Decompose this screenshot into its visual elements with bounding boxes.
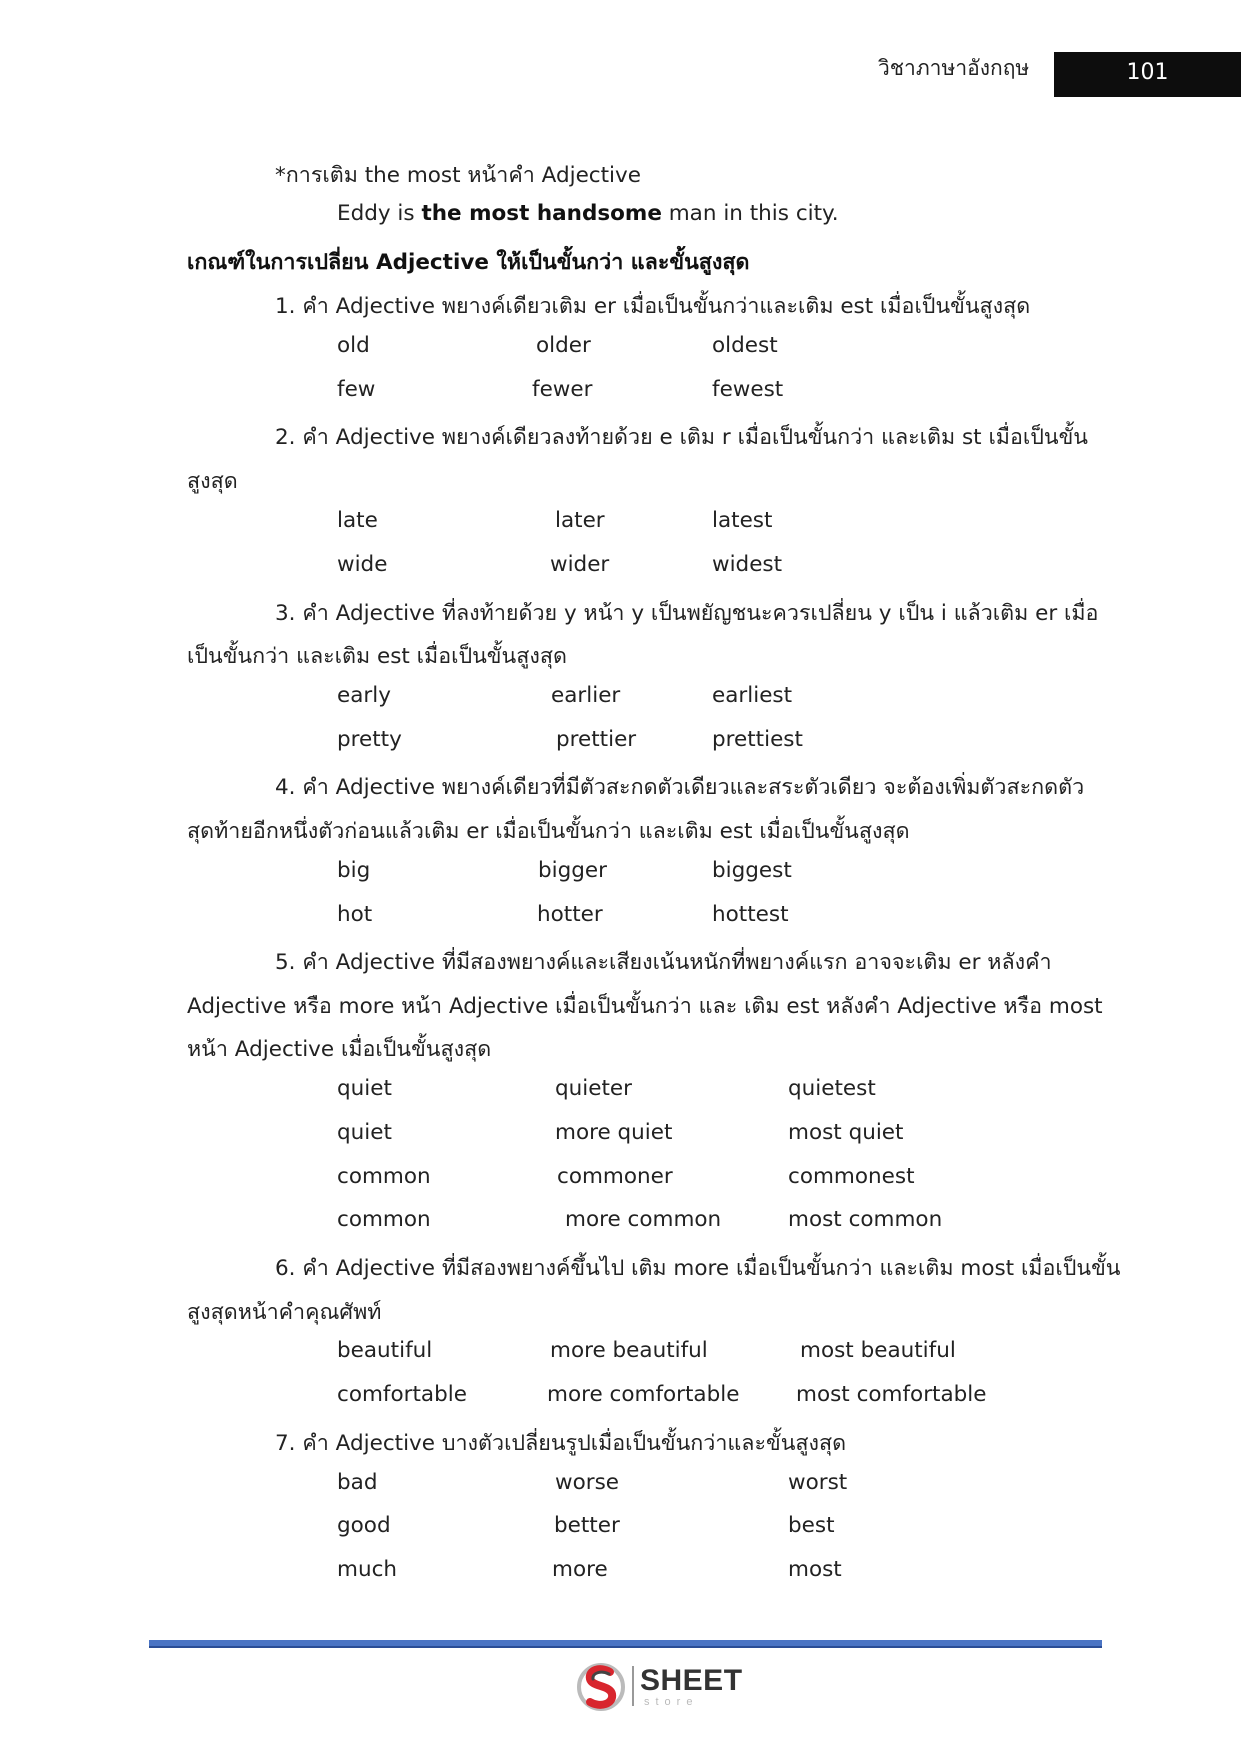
logo-divider xyxy=(632,1666,634,1706)
word-base: early xyxy=(337,683,391,708)
word-base: old xyxy=(337,333,370,358)
word-superlative: most quiet xyxy=(788,1120,904,1145)
sheet-logo-icon xyxy=(576,1660,626,1714)
word-comparative: later xyxy=(555,508,605,533)
word-base: pretty xyxy=(337,727,402,752)
word-base: bad xyxy=(337,1470,378,1495)
word-comparative: hotter xyxy=(537,902,603,927)
example-pre: Eddy is xyxy=(337,201,422,226)
word-comparative: more quiet xyxy=(555,1120,673,1145)
word-base: much xyxy=(337,1557,398,1582)
word-comparative: commoner xyxy=(557,1164,673,1189)
rule-6-line-1: 6. คำ Adjective ที่มีสองพยางค์ขึ้นไป เติม more เมื่อเป็นขั้นกว่า และเติม most เมื่อเป็นขั้น xyxy=(275,1256,1121,1281)
rule-4-line-1: 4. คำ Adjective พยางค์เดียวที่มีตัวสะกดตัวเดียวและสระตัวเดียว จะต้องเพิ่มตัวสะกดตัว xyxy=(275,775,1085,800)
logo-word: SHEET xyxy=(640,1664,743,1697)
word-superlative: most beautiful xyxy=(800,1338,956,1363)
word-base: beautiful xyxy=(337,1338,433,1363)
rule-4-line-2: สุดท้ายอีกหนึ่งตัวก่อนแล้วเติม er เมื่อเป็นขั้นกว่า และเติม est เมื่อเป็นขั้นสูงสุด xyxy=(187,819,910,844)
word-comparative: earlier xyxy=(551,683,621,708)
rule-5-line-1: 5. คำ Adjective ที่มีสองพยางค์และเสียงเน้นหนักที่พยางค์แรก อาจจะเติม er หลังคำ xyxy=(275,950,1052,975)
word-base: quiet xyxy=(337,1120,392,1145)
word-comparative: wider xyxy=(550,552,610,577)
word-superlative: most comfortable xyxy=(796,1382,987,1407)
page-number: 101 xyxy=(1126,60,1169,85)
word-comparative: worse xyxy=(555,1470,620,1495)
word-comparative: more common xyxy=(565,1207,722,1232)
rule-7-line-1: 7. คำ Adjective บางตัวเปลี่ยนรูปเมื่อเป็นขั้นกว่าและขั้นสูงสุด xyxy=(275,1431,847,1456)
word-base: few xyxy=(337,377,376,402)
logo-subword: store xyxy=(644,1696,699,1708)
word-base: good xyxy=(337,1513,391,1538)
rule-3-line-2: เป็นขั้นกว่า และเติม est เมื่อเป็นขั้นสูงสุด xyxy=(187,644,567,669)
word-superlative: most common xyxy=(788,1207,943,1232)
word-comparative: prettier xyxy=(556,727,637,752)
footer-rule xyxy=(149,1640,1102,1648)
word-comparative: older xyxy=(536,333,591,358)
intro-example xyxy=(337,201,839,226)
word-base: wide xyxy=(337,552,388,577)
rule-5-line-2: Adjective หรือ more หน้า Adjective เมื่อเป็นขั้นกว่า และ เติม est หลังคำ Adjective หรือ most xyxy=(187,994,1103,1019)
word-base: common xyxy=(337,1207,431,1232)
section-heading: เกณฑ์ในการเปลี่ยน Adjective ให้เป็นขั้นกว่า และขั้นสูงสุด xyxy=(187,250,750,275)
rule-6-line-2: สูงสุดหน้าคำคุณศัพท์ xyxy=(187,1300,382,1325)
rule-3-line-1: 3. คำ Adjective ที่ลงท้ายด้วย y หน้า y เป็นพยัญชนะควรเปลี่ยน y เป็น i แล้วเติม er เมื่อ xyxy=(275,601,1099,626)
word-base: quiet xyxy=(337,1076,392,1101)
word-base: common xyxy=(337,1164,431,1189)
word-superlative: most xyxy=(788,1557,842,1582)
example-bold: the most handsome xyxy=(421,201,662,226)
word-comparative: quieter xyxy=(555,1076,632,1101)
intro-note: *การเติม the most หน้าคำ Adjective xyxy=(275,163,641,188)
word-superlative: fewest xyxy=(712,377,784,402)
word-comparative: bigger xyxy=(538,858,607,883)
word-base: big xyxy=(337,858,371,883)
word-comparative: more xyxy=(552,1557,608,1582)
rule-1-line-1: 1. คำ Adjective พยางค์เดียวเติม er เมื่อเป็นขั้นกว่าและเติม est เมื่อเป็นขั้นสูงสุด xyxy=(275,294,1031,319)
word-superlative: oldest xyxy=(712,333,778,358)
word-superlative: biggest xyxy=(712,858,792,883)
word-superlative: worst xyxy=(788,1470,848,1495)
word-superlative: earliest xyxy=(712,683,793,708)
word-comparative: more comfortable xyxy=(547,1382,740,1407)
rule-2-line-2: สูงสุด xyxy=(187,469,238,494)
word-comparative: better xyxy=(554,1513,620,1538)
word-superlative: prettiest xyxy=(712,727,803,752)
word-superlative: quietest xyxy=(788,1076,876,1101)
word-comparative: more beautiful xyxy=(550,1338,708,1363)
word-base: comfortable xyxy=(337,1382,467,1407)
sheet-store-logo xyxy=(576,1660,746,1714)
word-comparative: fewer xyxy=(532,377,593,402)
example-post: man in this city. xyxy=(661,201,839,226)
header-subject: วิชาภาษาอังกฤษ xyxy=(878,56,1030,80)
page-number-box xyxy=(1054,52,1241,97)
rule-5-line-3: หน้า Adjective เมื่อเป็นขั้นสูงสุด xyxy=(187,1037,492,1062)
rule-2-line-1: 2. คำ Adjective พยางค์เดียวลงท้ายด้วย e เติม r เมื่อเป็นขั้นกว่า และเติม st เมื่อเป็นขั้น xyxy=(275,425,1088,450)
word-superlative: hottest xyxy=(712,902,789,927)
word-superlative: latest xyxy=(712,508,773,533)
word-superlative: commonest xyxy=(788,1164,915,1189)
word-base: late xyxy=(337,508,378,533)
word-base: hot xyxy=(337,902,373,927)
word-superlative: best xyxy=(788,1513,835,1538)
word-superlative: widest xyxy=(712,552,783,577)
